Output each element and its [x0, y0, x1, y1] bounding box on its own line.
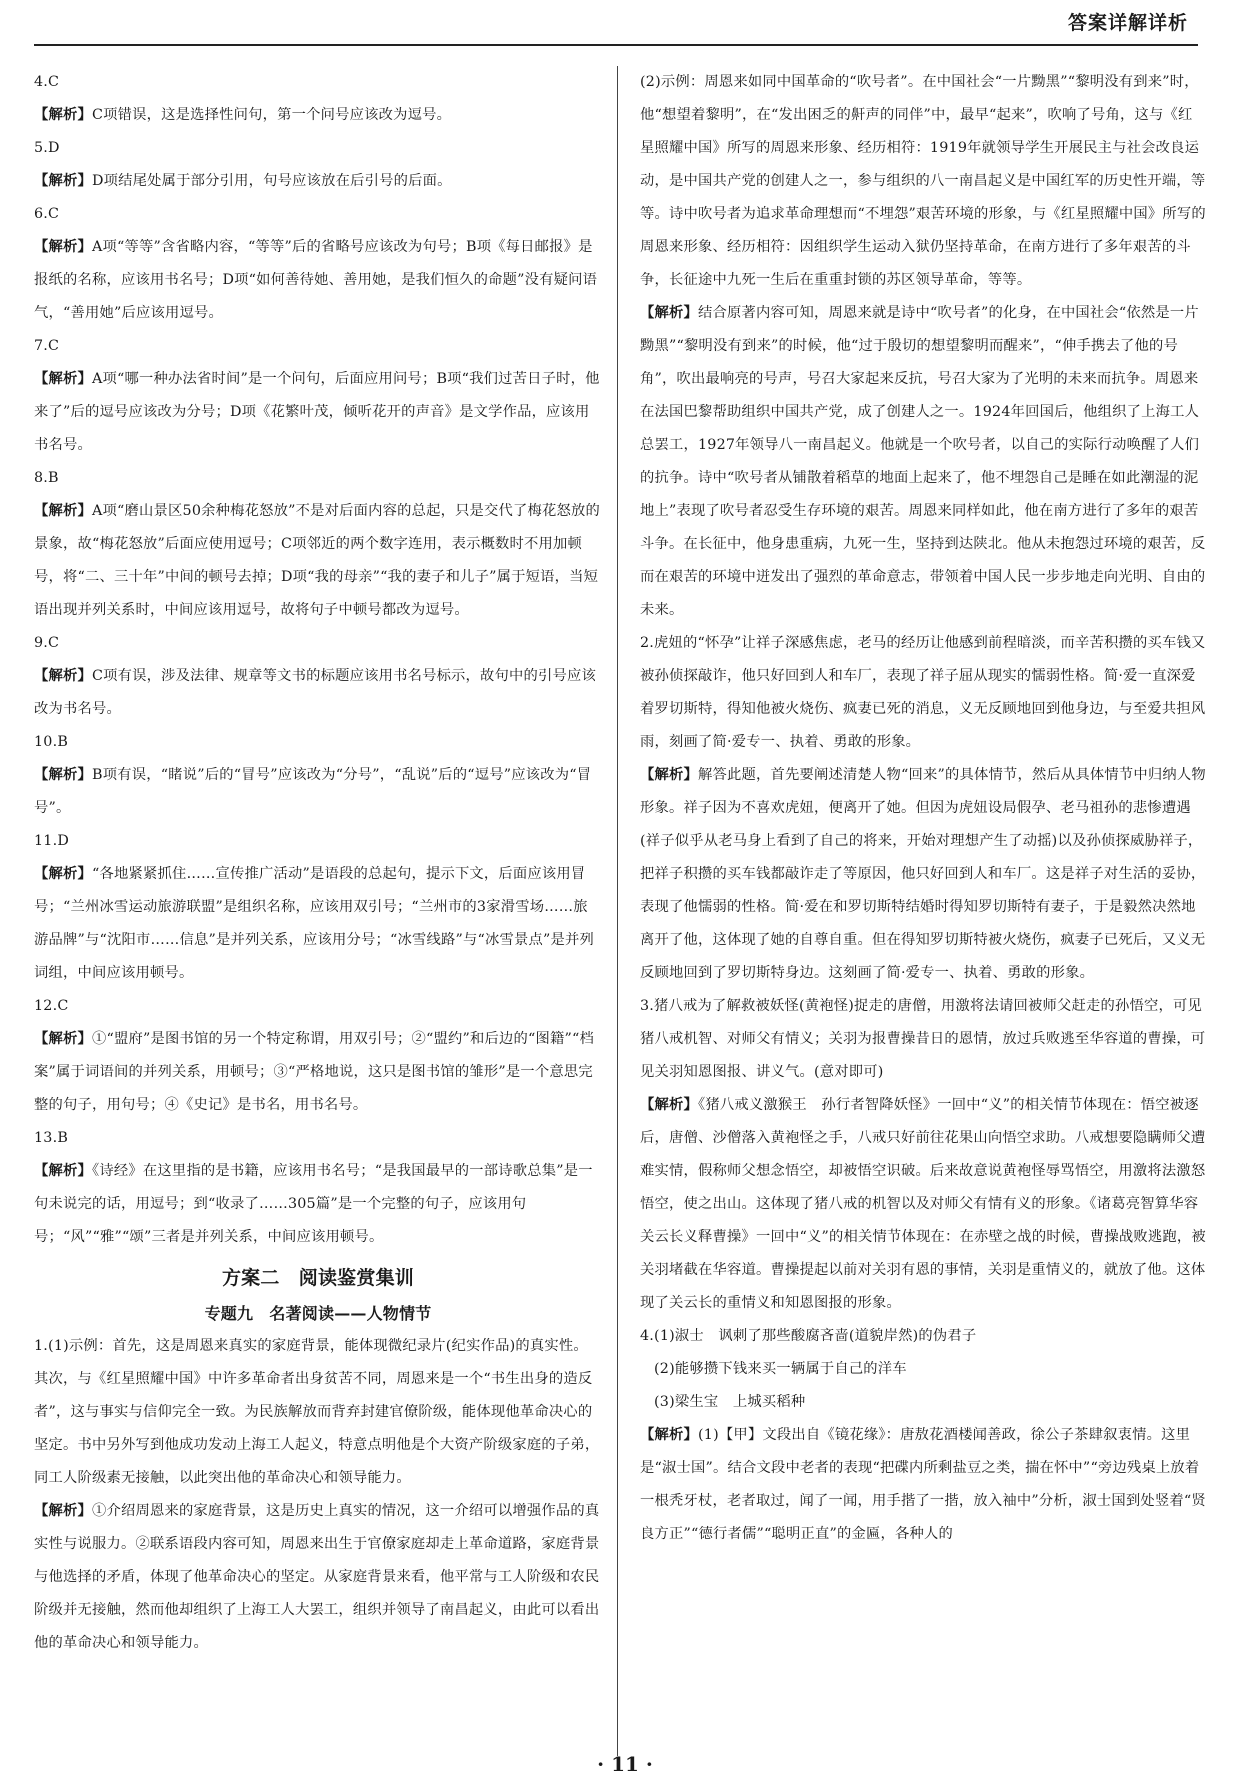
analysis-tag: 【解析】	[640, 305, 698, 321]
answer-item	[34, 726, 602, 825]
answer-number: 10.B	[34, 734, 69, 750]
analysis-tag: 【解析】	[34, 767, 92, 783]
answer-number: 13.B	[34, 1130, 69, 1146]
analysis-text: A项“磨山景区50余种梅花怒放”不是对后面内容的总起，只是交代了梅花怒放的景象，故“梅花怒放”后面应使用逗号；C项邻近的两个数字连用，表示概数时不用加顿号，将“二、三十年”中间的顿号去掉；D项“我的母亲”“我的妻子和儿子”属于短语，当短语出现并列关系时，中间应该用逗号，故将句子中顿号都改为逗号。	[34, 503, 601, 618]
analysis	[34, 363, 602, 462]
answer-item	[34, 825, 602, 990]
column-divider	[617, 66, 618, 1756]
answer-line: (2)能够攒下钱来买一辆属于自己的洋车	[654, 1361, 907, 1377]
analysis-text: ①“盟府”是图书馆的另一个特定称谓，用双引号；②“盟约”和后边的“图籍”“档案”属于词语间的并列关系，用顿号；③“严格地说，这只是图书馆的雏形”是一个意思完整的句子，用句号；④《史记》是书名，用书名号。	[34, 1031, 594, 1113]
answer-number: 9.C	[34, 635, 60, 651]
analysis-tag: 【解析】	[34, 668, 92, 684]
answer-text: 2.虎妞的“怀孕”让祥子深感焦虑，老马的经历让他感到前程暗淡，而辛苦积攒的买车钱又被孙侦探敲诈，他只好回到人和车厂，表现了祥子屈从现实的懦弱性格。简·爱一直深爱着罗切斯特，得知他被火烧伤、疯妻已死的消息，义无反顾地回到他身边，与至爱共担风雨，刻画了简·爱专一、执着、勇敢的形象。	[640, 635, 1206, 750]
answer-line: 4.(1)淑士 讽刺了那些酸腐吝啬(道貌岸然)的伪君子	[640, 1328, 977, 1344]
analysis-text: C项错误，这是选择性问句，第一个问号应该改为逗号。	[92, 107, 452, 123]
answer-line: (3)梁生宝 上城买稻种	[654, 1394, 806, 1410]
analysis-text: B项有误，“睹说”后的“冒号”应该改为“分号”，“乱说”后的“逗号”应该改为“冒号”。	[34, 767, 592, 816]
header-rule	[34, 44, 1198, 46]
section-title: 方案二 阅读鉴赏集训	[221, 1267, 414, 1289]
analysis-text: 《诗经》在这里指的是书籍，应该用书名号；“是我国最早的一部诗歌总集”是一句未说完的话，用逗号；到“收录了……305篇”是一个完整的句子，应该用句号；“风”“雅”“颂”三者是并列关系，中间应该用顿号。	[34, 1163, 593, 1245]
analysis-text: D项结尾处属于部分引用，句号应该放在后引号的后面。	[92, 173, 452, 189]
answer-item	[34, 627, 602, 726]
analysis	[640, 1419, 1206, 1551]
analysis-tag: 【解析】	[34, 1503, 92, 1519]
analysis-tag: 【解析】	[34, 1031, 92, 1047]
answer-item	[34, 198, 602, 330]
page-header: 答案详解详析	[1067, 12, 1188, 34]
answer-item	[34, 1330, 602, 1660]
analysis-text: (1)【甲】文段出自《镜花缘》：唐敖花酒楼闻善政，徐公子茶肆叙衷情。这里是“淑士国”。结合文段中老者的表现“把碟内所剩盐豆之类，揣在怀中”“旁边残桌上放着一根秃牙杖，老者取过，闻了一闻，用手揩了一揩，放入袖中”分析，淑士国到处竖着“贤良方正”“德行者儒”“聪明正直”的金匾，各种人的	[640, 1427, 1206, 1542]
analysis-tag: 【解析】	[34, 866, 92, 882]
answer-item	[34, 330, 602, 462]
answer-number: 6.C	[34, 206, 60, 222]
answer-number: 12.C	[34, 998, 69, 1014]
answer-item	[34, 462, 602, 627]
analysis	[34, 1023, 602, 1122]
analysis-text: “各地紧紧抓住……宣传推广活动”是语段的总起句，提示下文，后面应该用冒号；“兰州冰雪运动旅游联盟”是组织名称，应该用双引号；“兰州市的3家滑雪场……旅游品牌”与“沈阳市……信息”是并列关系，应该用分号；“冰雪线路”与“冰雪景点”是并列词组，中间应该用顿号。	[34, 866, 594, 981]
analysis-tag: 【解析】	[640, 1097, 698, 1113]
right-column	[640, 66, 1213, 1551]
analysis	[34, 99, 602, 132]
analysis-text: 结合原著内容可知，周恩来就是诗中“吹号者”的化身，在中国社会“依然是一片黝黑”“黎明没有到来”的时候，他“过于殷切的想望黎明而醒来”，“伸手携去了他的号角”，吹出最响亮的号声，号召大家起来反抗，号召大家为了光明的未来而抗争。周恩来在法国巴黎帮助组织中国共产党，成了创建人之一。1924年回国后，他组织了上海工人总罢工，1927年领导八一南昌起义。他就是一个吹号者，以自己的实际行动唤醒了人们的抗争。诗中“吹号者从铺散着稻草的地面上起来了，他不埋怨自己是睡在如此潮湿的泥地上”表现了吹号者忍受生存环境的艰苦。周恩来同样如此，他在南方进行了多年的艰苦斗争。在长征中，他身患重病，九死一生，坚持到达陕北。他从未抱怨过环境的艰苦，反而在艰苦的环境中迸发出了强烈的革命意志，带领着中国人民一步步地走向光明、自由的未来。	[640, 305, 1206, 618]
analysis-tag: 【解析】	[34, 173, 92, 189]
analysis	[34, 759, 602, 825]
topic-title: 专题九 名著阅读——人物情节	[204, 1304, 432, 1323]
analysis-text: ①介绍周恩来的家庭背景，这是历史上真实的情况，这一介绍可以增强作品的真实性与说服力。②联系语段内容可知，周恩来出生于官僚家庭却走上革命道路，家庭背景与他选择的矛盾，体现了他革命决心的坚定。从家庭背景来看，他平常与工人阶级和农民阶级并无接触，然而他却组织了上海工人大罢工，组织并领导了南昌起义，由此可以看出他的革命决心和领导能力。	[34, 1503, 600, 1651]
answer-item	[34, 990, 602, 1122]
answer-number: 5.D	[34, 140, 60, 156]
analysis-tag: 【解析】	[640, 1427, 698, 1443]
answer-text: 1.(1)示例：首先，这是周恩来真实的家庭背景，能体现微纪录片(纪实作品)的真实性。其次，与《红星照耀中国》中许多革命者出身贫苦不同，周恩来是一个“书生出身的造反者”，这与事实与信仰完全一致。为民族解放而背弃封建官僚阶级，能体现他革命决心的坚定。书中另外写到他成功发动上海工人起义，特意点明他是个大资产阶级家庭的子弟，同工人阶级素无接触，以此突出他的革命决心和领导能力。	[34, 1338, 600, 1486]
analysis-text: 解答此题，首先要阐述清楚人物“回来”的具体情节，然后从具体情节中归纳人物形象。祥子因为不喜欢虎妞，便离开了她。但因为虎妞设局假孕、老马祖孙的悲惨遭遇(祥子似乎从老马身上看到了自己的将来，开始对理想产生了动摇)以及孙侦探威胁祥子，把祥子积攒的买车钱都敲诈走了等原因，他只好回到人和车厂。这是祥子对生活的妥协，表现了他懦弱的性格。简·爱在和罗切斯特结婚时得知罗切斯特有妻子，于是毅然决然地离开了他，这体现了她的自尊自重。但在得知罗切斯特被火烧伤，疯妻子已死后，又义无反顾地回到了罗切斯特身边。这刻画了简·爱专一、执着、勇敢的形象。	[640, 767, 1206, 981]
analysis	[640, 1089, 1213, 1320]
answer-number: 4.C	[34, 74, 60, 90]
answer-item	[34, 132, 602, 198]
analysis-text: C项有误，涉及法律、规章等文书的标题应该用书名号标示，故句中的引号应该改为书名号。	[34, 668, 597, 717]
analysis	[640, 759, 1206, 990]
analysis-text: A项“哪一种办法省时间”是一个问句，后面应用问号；B项“我们过苦日子时，他来了”后的逗号应该改为分号；D项《花繁叶茂，倾听花开的声音》是文学作品，应该用书名号。	[34, 371, 600, 453]
answer-text: 3.猪八戒为了解救被妖怪(黄袍怪)捉走的唐僧，用激将法请回被师父赶走的孙悟空，可见猪八戒机智、对师父有情义；关羽为报曹操昔日的恩情，放过兵败逃至华容道的曹操，可见关羽知恩图报、讲义气。(意对即可)	[640, 998, 1206, 1080]
analysis	[34, 165, 602, 198]
answer-item	[640, 990, 1213, 1320]
left-column	[34, 66, 602, 1660]
analysis	[34, 858, 602, 990]
analysis	[34, 231, 602, 330]
analysis	[34, 660, 602, 726]
answer-number: 11.D	[34, 833, 69, 849]
answer-number: 7.C	[34, 338, 60, 354]
answer-text: (2)示例：周恩来如同中国革命的“吹号者”。在中国社会“一片黝黑”“黎明没有到来”时，他“想望着黎明”，在“发出困乏的鼾声的同伴”中，最早“起来”，吹响了号角，这与《红星照耀中国》所写的周恩来形象、经历相符：1919年就领导学生开展民主与社会改良运动，是中国共产党的创建人之一，参与组织的八一南昌起义是中国红军的历史性开端，等等。诗中吹号者为追求革命理想而“不埋怨”艰苦环境的形象，与《红星照耀中国》所写的周恩来形象、经历相符：因组织学生运动入狱仍坚持革命，在南方进行了多年艰苦的斗争，长征途中九死一生后在重重封锁的苏区领导革命，等等。	[640, 74, 1206, 288]
analysis-text: 《猪八戒义激猴王 孙行者智降妖怪》一回中“义”的相关情节体现在：悟空被逐后，唐僧、沙僧落入黄袍怪之手，八戒只好前往花果山向悟空求助。八戒想要隐瞒师父遭难实情，假称师父想念悟空，却被悟空识破。后来故意说黄袍怪辱骂悟空，用激将法激怒悟空，使之出山。这体现了猪八戒的机智以及对师父有情有义的形象。《诸葛亮智算华容 关云长义释曹操》一回中“义”的相关情节体现在：在赤壁之战的时候，曹操战败逃跑，被关羽堵截在华容道。曹操提起以前对关羽有恩的事情，关羽是重情义的，就放了他。这体现了关云长的重情义和知恩图报的形象。	[640, 1097, 1213, 1311]
answer-item	[34, 66, 602, 132]
analysis	[640, 297, 1206, 627]
analysis-tag: 【解析】	[34, 1163, 92, 1179]
answer-item	[640, 66, 1206, 627]
analysis-tag: 【解析】	[34, 239, 92, 255]
analysis	[34, 1495, 602, 1660]
answer-item	[34, 1122, 602, 1254]
analysis	[34, 495, 602, 627]
analysis-tag: 【解析】	[34, 107, 92, 123]
analysis-text: A项“等等”含省略内容，“等等”后的省略号应该改为句号；B项《每日邮报》是报纸的名称，应该用书名号；D项“如何善待她、善用她，是我们恒久的命题”没有疑问语气，“善用她”后应该用逗号。	[34, 239, 598, 321]
page-number: · 11 ·	[597, 1752, 653, 1776]
analysis-tag: 【解析】	[640, 767, 698, 783]
analysis	[34, 1155, 602, 1254]
analysis-tag: 【解析】	[34, 503, 92, 519]
answer-item	[640, 627, 1206, 990]
answer-item	[640, 1320, 1206, 1551]
answer-number: 8.B	[34, 470, 59, 486]
analysis-tag: 【解析】	[34, 371, 92, 387]
